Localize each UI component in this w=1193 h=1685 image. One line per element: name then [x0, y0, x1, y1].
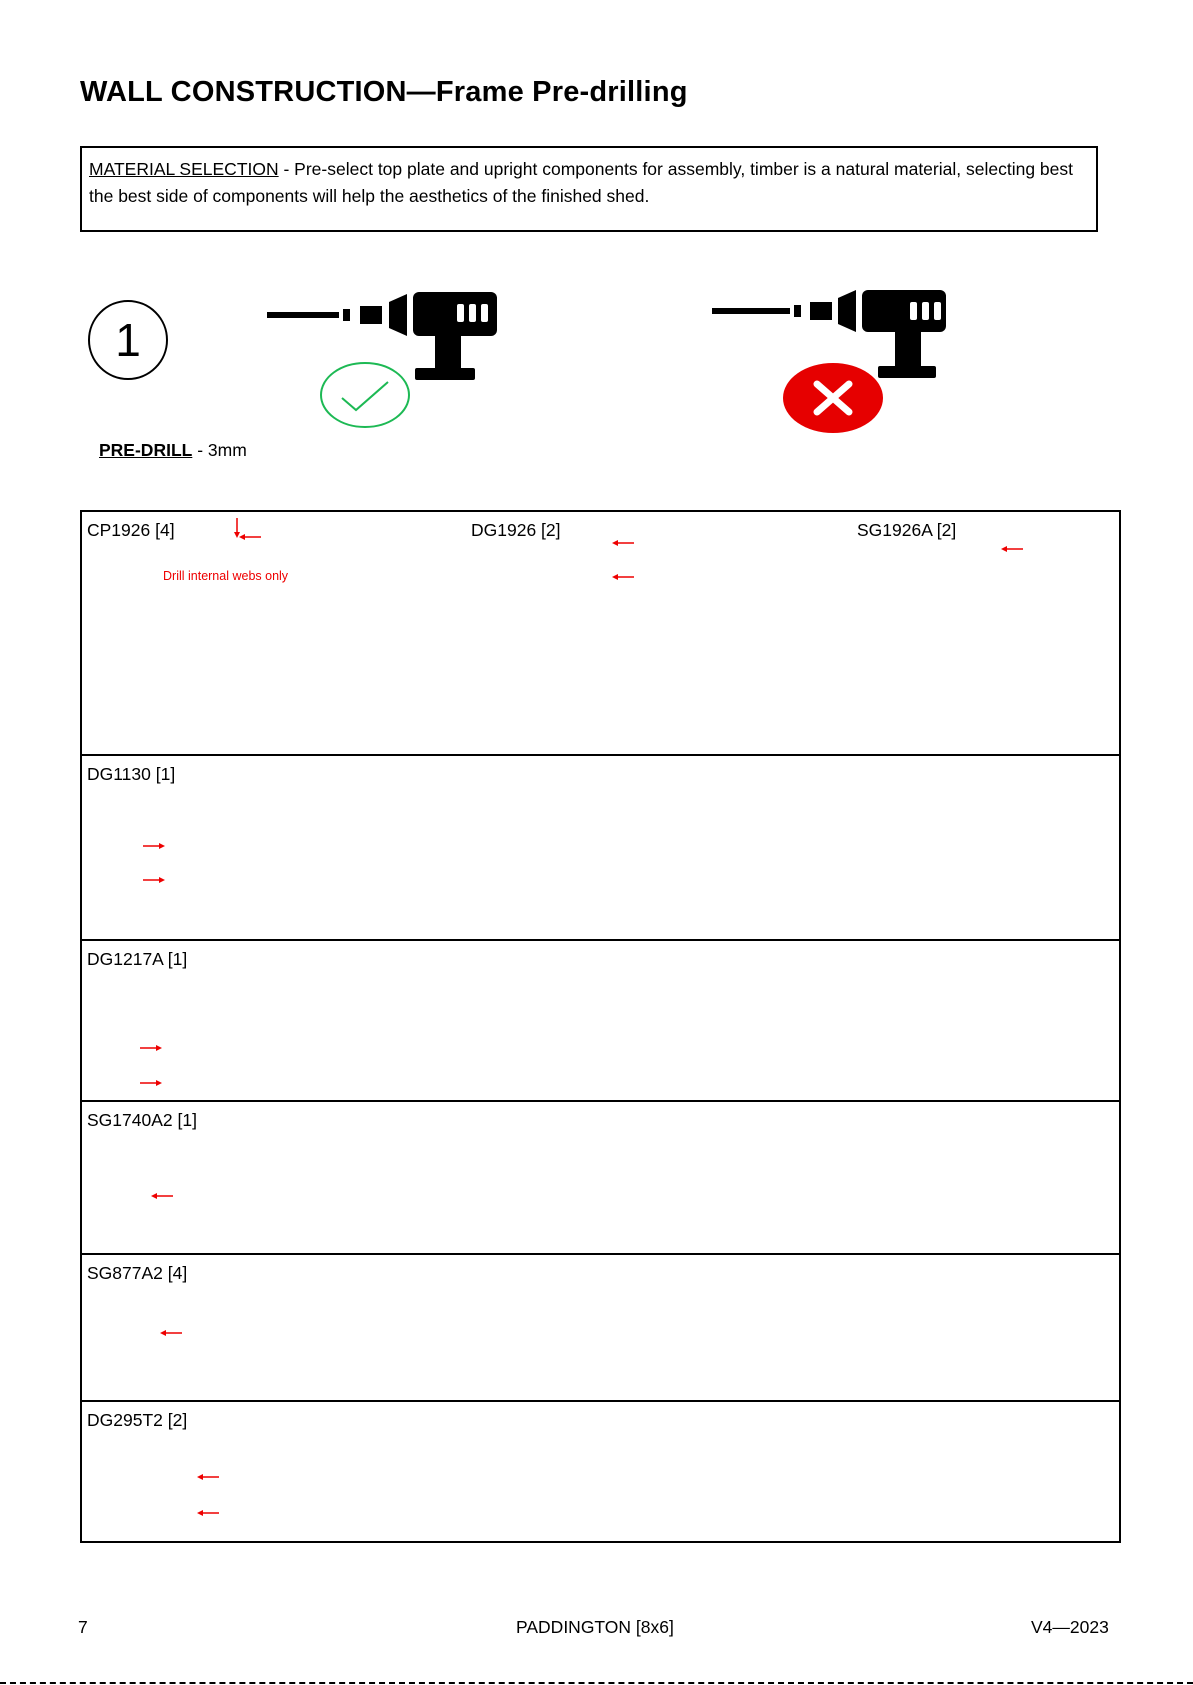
table-row	[81, 1101, 1120, 1254]
material-selection-note	[80, 146, 1098, 232]
part-cell-row1	[81, 511, 1120, 755]
arrow-left-icon	[612, 539, 634, 547]
step-number: 1	[88, 300, 168, 380]
part-label-dg295t2: DG295T2 [2]	[87, 1410, 188, 1430]
arrow-left-icon	[197, 1473, 219, 1481]
table-row	[81, 1401, 1120, 1542]
x-circle-icon	[782, 362, 884, 434]
part-label-sg1740a2: SG1740A2 [1]	[87, 1110, 197, 1130]
arrow-right-icon	[140, 1079, 162, 1087]
part-label-sg877a2: SG877A2 [4]	[87, 1263, 188, 1283]
part-cell-row6	[81, 1401, 1120, 1542]
predrill-label: PRE-DRILL	[99, 440, 193, 460]
arrow-right-icon	[140, 1044, 162, 1052]
page-number: 7	[78, 1617, 88, 1637]
note-text: - Pre-select top plate and upright components for assembly, timber is a natural material, selecting best the best side of components will help the aesthetics of the finished shed.	[89, 159, 1073, 206]
arrow-right-icon	[143, 842, 165, 850]
part-label-cp1926: CP1926 [4]	[87, 520, 175, 540]
note-heading: MATERIAL SELECTION	[89, 159, 279, 179]
part-cell-row4	[81, 1101, 1120, 1254]
arrow-left-icon	[197, 1509, 219, 1517]
table-row	[81, 511, 1120, 755]
part-label-dg1130: DG1130 [1]	[87, 764, 176, 784]
table-row	[81, 940, 1120, 1101]
part-cell-row5	[81, 1254, 1120, 1401]
arrow-right-icon	[143, 876, 165, 884]
page-divider	[0, 1682, 1193, 1684]
predrill-value: - 3mm	[192, 440, 247, 460]
check-circle-icon	[318, 360, 412, 430]
drill-note: Drill internal webs only	[163, 569, 289, 583]
footer-version: V4—2023	[1031, 1617, 1109, 1637]
arrow-left-icon	[1001, 545, 1023, 553]
part-label-dg1926: DG1926 [2]	[471, 520, 561, 540]
arrow-left-icon	[239, 533, 261, 541]
arrow-left-icon	[612, 573, 634, 581]
part-cell-row2	[81, 755, 1120, 940]
part-label-sg1926a: SG1926A [2]	[857, 520, 957, 540]
part-cell-row3	[81, 940, 1120, 1101]
table-row	[81, 755, 1120, 940]
table-row	[81, 1254, 1120, 1401]
arrow-left-icon	[151, 1192, 173, 1200]
predrill-spec	[99, 440, 247, 461]
parts-table	[80, 510, 1121, 1543]
arrow-left-icon	[160, 1329, 182, 1337]
footer-model: PADDINGTON [8x6]	[516, 1617, 674, 1637]
page-title: WALL CONSTRUCTION—Frame Pre-drilling	[80, 76, 688, 108]
part-label-dg1217a: DG1217A [1]	[87, 949, 188, 969]
